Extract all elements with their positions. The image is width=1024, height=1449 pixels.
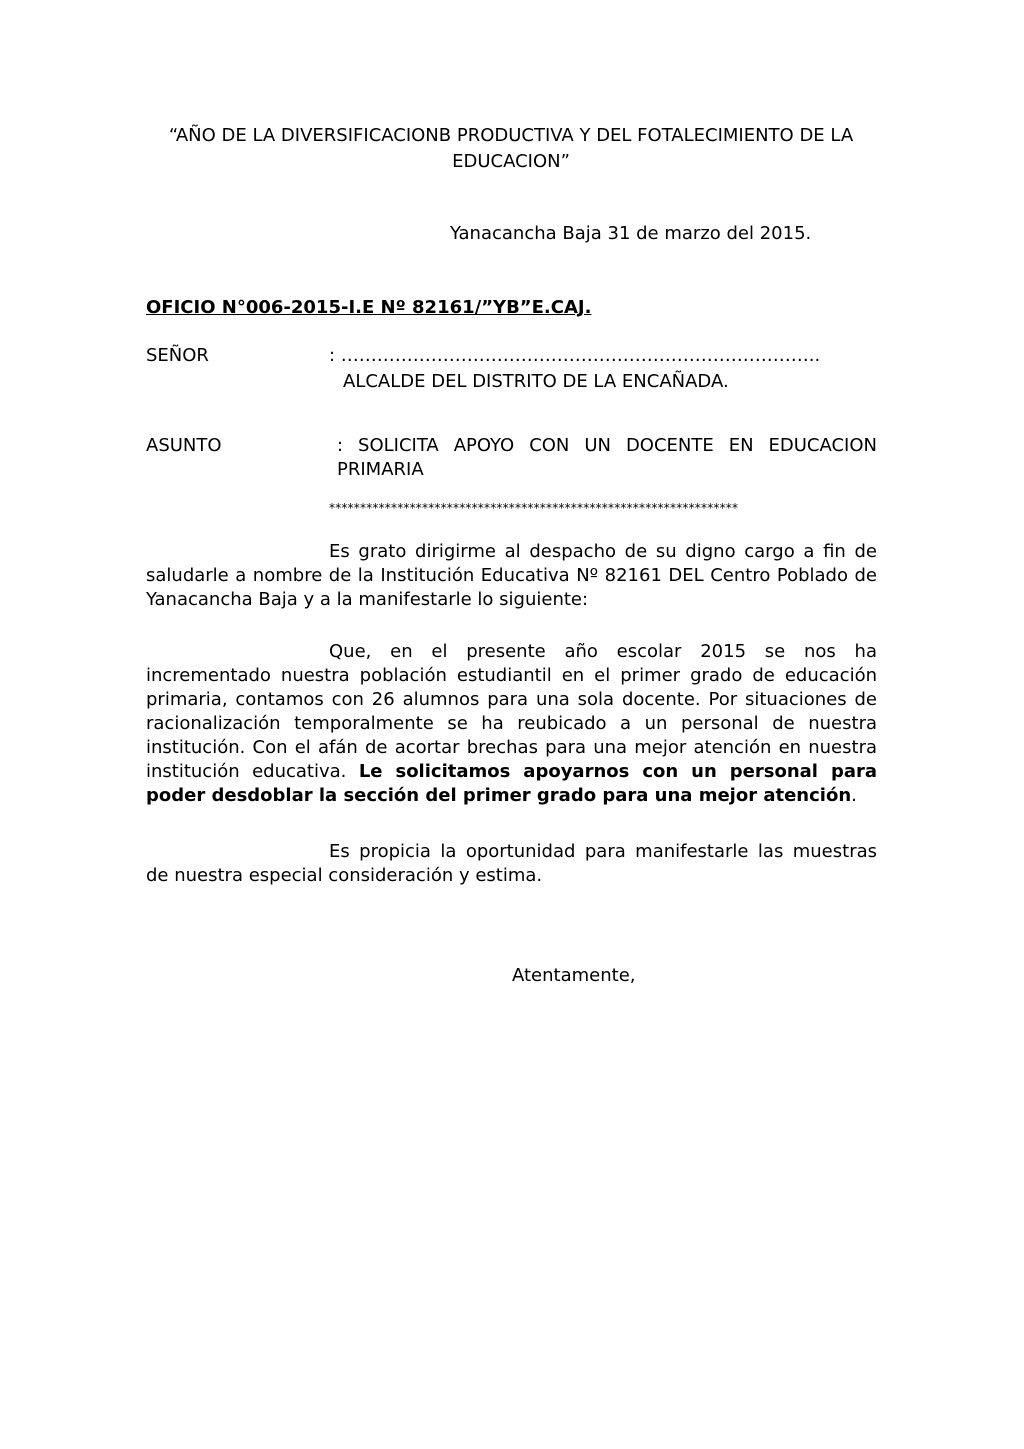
- subject-value: : SOLICITA APOYO CON UN DOCENTE EN EDUCACION PRIMARIA: [337, 435, 877, 480]
- recipient-name-placeholder: : ……………………………………………………………………..: [329, 345, 821, 366]
- request-bold-text: Le solicitamos apoyarnos con un personal para poder desdoblar la sección del primer grado para una mejor atención: [146, 761, 878, 806]
- request-end: .: [851, 785, 857, 806]
- recipient-label: SEÑOR: [146, 345, 209, 366]
- separator-line: ******************************************************************: [329, 501, 739, 515]
- document-reference: OFICIO N°006-2015-I.E Nº 82161/”YB”E.CAJ.: [146, 297, 592, 318]
- date-line: Yanacancha Baja 31 de marzo del 2015.: [450, 223, 812, 244]
- body-paragraph-closing: Es propicia la oportunidad para manifestarle las muestras de nuestra especial consideración y estima.: [146, 841, 877, 886]
- body-paragraph-request: [146, 640, 877, 808]
- body-paragraph-greeting: Es grato dirigirme al despacho de su digno cargo a fin de saludarle a nombre de la Institución Educativa Nº 82161 DEL Centro Poblado de Yanacancha Baja y a la manifestarle lo siguiente:: [146, 541, 877, 610]
- subject-label: ASUNTO: [146, 435, 222, 456]
- closing-salutation: Atentamente,: [512, 965, 636, 986]
- recipient-title: ALCALDE DEL DISTRITO DE LA ENCAÑADA.: [343, 371, 729, 392]
- request-text: Que, en el presente año escolar 2015 se nos ha incrementado nuestra población estudiantil en el primer grado de educación primaria, contamos con 26 alumnos para una sola docente. Por situaciones de racionalización temporalmente se ha reubicado a un personal de nuestra institución. Con el afán de acortar brechas para una mejor atención en nuestra institución educativa.: [146, 641, 877, 782]
- motto-heading: “AÑO DE LA DIVERSIFICACIONB PRODUCTIVA Y DEL FOTALECIMIENTO DE LA EDUCACION”: [168, 125, 854, 172]
